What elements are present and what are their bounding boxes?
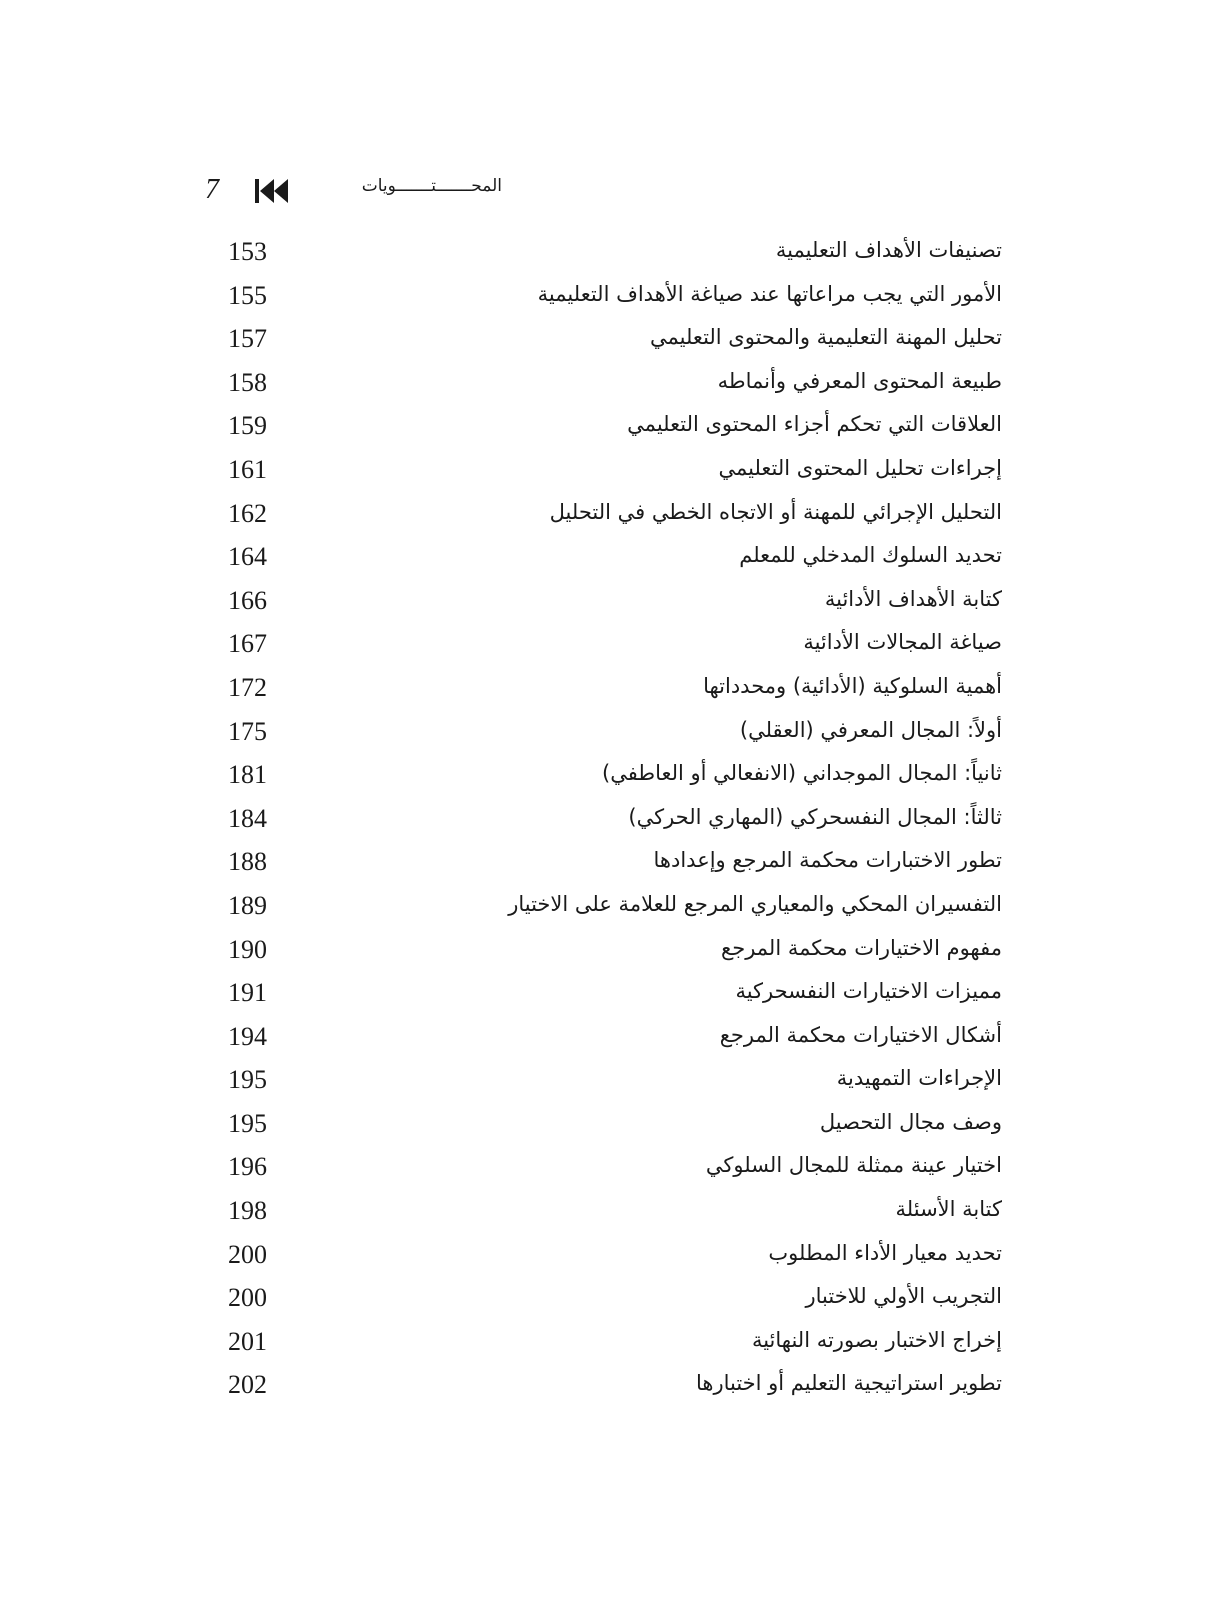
- toc-entry: [0, 1017, 1218, 1061]
- running-header-title: المحـــــــتـــــــويات: [361, 176, 502, 196]
- toc-entry: [0, 1147, 1218, 1191]
- toc-entry-page-number: 196: [228, 1152, 267, 1182]
- toc-entry-title: طبيعة المحتوى المعرفي وأنماطه: [717, 368, 1002, 393]
- toc-entry-title: تطور الاختبارات محكمة المرجع وإعدادها: [653, 848, 1002, 873]
- toc-entry-title: تحديد معيار الأداء المطلوب: [768, 1240, 1002, 1265]
- toc-entry: [0, 1322, 1218, 1366]
- toc-entry-title: اختيار عينة ممثلة للمجال السلوكي: [705, 1153, 1002, 1178]
- toc-entry-title: التفسيران المحكي والمعياري المرجع للعلامة على الاختيار: [508, 891, 1002, 916]
- toc-entry-title: الأمور التي يجب مراعاتها عند صياغة الأهداف التعليمية: [537, 281, 1002, 306]
- page-number: 7: [205, 174, 219, 205]
- toc-entry: [0, 1278, 1218, 1322]
- toc-entry-page-number: 161: [228, 454, 267, 484]
- toc-entry: [0, 1191, 1218, 1235]
- toc-entry-page-number: 166: [228, 585, 267, 615]
- toc-entry: [0, 842, 1218, 886]
- toc-entry-title: كتابة الأسئلة: [895, 1197, 1002, 1222]
- toc-entry-page-number: 189: [228, 890, 267, 920]
- toc-entry-page-number: 164: [228, 542, 267, 572]
- toc-entry-page-number: 190: [228, 934, 267, 964]
- toc-entry-page-number: 153: [228, 237, 267, 266]
- toc-entry: [0, 581, 1218, 625]
- toc-entry: [0, 755, 1218, 799]
- toc-entry: [0, 624, 1218, 668]
- toc-entry-page-number: 195: [228, 1065, 267, 1095]
- toc-entry-title: التجريب الأولي للاختبار: [805, 1284, 1002, 1309]
- toc-entry: [0, 973, 1218, 1017]
- toc-entry-page-number: 201: [228, 1326, 267, 1356]
- toc-entry-page-number: 162: [228, 498, 267, 528]
- toc-entry-title: تحليل المهنة التعليمية والمحتوى التعليمي: [650, 325, 1002, 350]
- toc-entry: [0, 363, 1218, 407]
- toc-entry-page-number: 155: [228, 280, 267, 310]
- toc-entry-title: التحليل الإجرائي للمهنة أو الاتجاه الخطي في التحليل: [549, 499, 1002, 524]
- toc-entry-page-number: 181: [228, 760, 267, 790]
- toc-entry-page-number: 157: [228, 324, 267, 354]
- toc-entry: [0, 1235, 1218, 1279]
- toc-entry-title: مفهوم الاختيارات محكمة المرجع: [721, 935, 1002, 960]
- toc-entry: [0, 450, 1218, 494]
- toc-entry: [0, 1365, 1218, 1409]
- toc-entry-title: الإجراءات التمهيدية: [836, 1066, 1002, 1091]
- toc-entry: [0, 494, 1218, 538]
- toc-entry-title: كتابة الأهداف الأدائية: [824, 586, 1002, 611]
- toc-entry-page-number: 191: [228, 978, 267, 1008]
- toc-entry-page-number: 195: [228, 1108, 267, 1138]
- toc-entry: [0, 537, 1218, 581]
- toc-entry-page-number: 159: [228, 411, 267, 441]
- toc-entry-title: أولاً: المجال المعرفي (العقلي): [739, 717, 1002, 742]
- table-of-contents: [0, 232, 1218, 1409]
- toc-entry-title: مميزات الاختيارات النفسحركية: [735, 979, 1002, 1004]
- toc-entry-page-number: 198: [228, 1196, 267, 1226]
- toc-entry-title: أشكال الاختيارات محكمة المرجع: [719, 1022, 1002, 1047]
- toc-entry-title: ثالثاً: المجال النفسحركي (المهاري الحركي): [628, 804, 1002, 829]
- toc-entry-page-number: 167: [228, 629, 267, 659]
- toc-entry: [0, 886, 1218, 930]
- toc-entry-page-number: 175: [228, 716, 267, 746]
- toc-entry-title: ثانياً: المجال الموجداني (الانفعالي أو العاطفي): [602, 761, 1002, 786]
- toc-entry: [0, 799, 1218, 843]
- toc-entry-page-number: 184: [228, 803, 267, 833]
- toc-entry-title: إجراءات تحليل المحتوى التعليمي: [718, 455, 1002, 480]
- toc-entry-page-number: 172: [228, 672, 267, 702]
- toc-entry-title: وصف مجال التحصيل: [819, 1109, 1002, 1134]
- toc-entry-title: تحديد السلوك المدخلي للمعلم: [739, 543, 1002, 568]
- toc-entry-title: تصنيفات الأهداف التعليمية: [775, 238, 1002, 262]
- toc-entry: [0, 1060, 1218, 1104]
- page-header: [0, 168, 1218, 218]
- toc-entry: [0, 232, 1218, 276]
- toc-entry-title: تطوير استراتيجية التعليم أو اختبارها: [695, 1371, 1002, 1396]
- toc-entry: [0, 668, 1218, 712]
- toc-entry: [0, 276, 1218, 320]
- toc-entry-title: صياغة المجالات الأدائية: [803, 630, 1002, 655]
- toc-entry: [0, 319, 1218, 363]
- toc-entry: [0, 930, 1218, 974]
- toc-entry-page-number: 202: [228, 1370, 267, 1400]
- toc-entry-page-number: 188: [228, 847, 267, 877]
- skip-back-icon: [255, 178, 289, 204]
- toc-entry-title: العلاقات التي تحكم أجزاء المحتوى التعليمي: [627, 412, 1002, 437]
- toc-entry: [0, 712, 1218, 756]
- toc-entry: [0, 406, 1218, 450]
- toc-entry-page-number: 194: [228, 1021, 267, 1051]
- toc-entry-title: أهمية السلوكية (الأدائية) ومحدداتها: [703, 673, 1002, 698]
- toc-entry-title: إخراج الاختبار بصورته النهائية: [751, 1327, 1002, 1352]
- toc-entry: [0, 1104, 1218, 1148]
- toc-entry-page-number: 200: [228, 1239, 267, 1269]
- toc-entry-page-number: 158: [228, 367, 267, 397]
- toc-entry-page-number: 200: [228, 1283, 267, 1313]
